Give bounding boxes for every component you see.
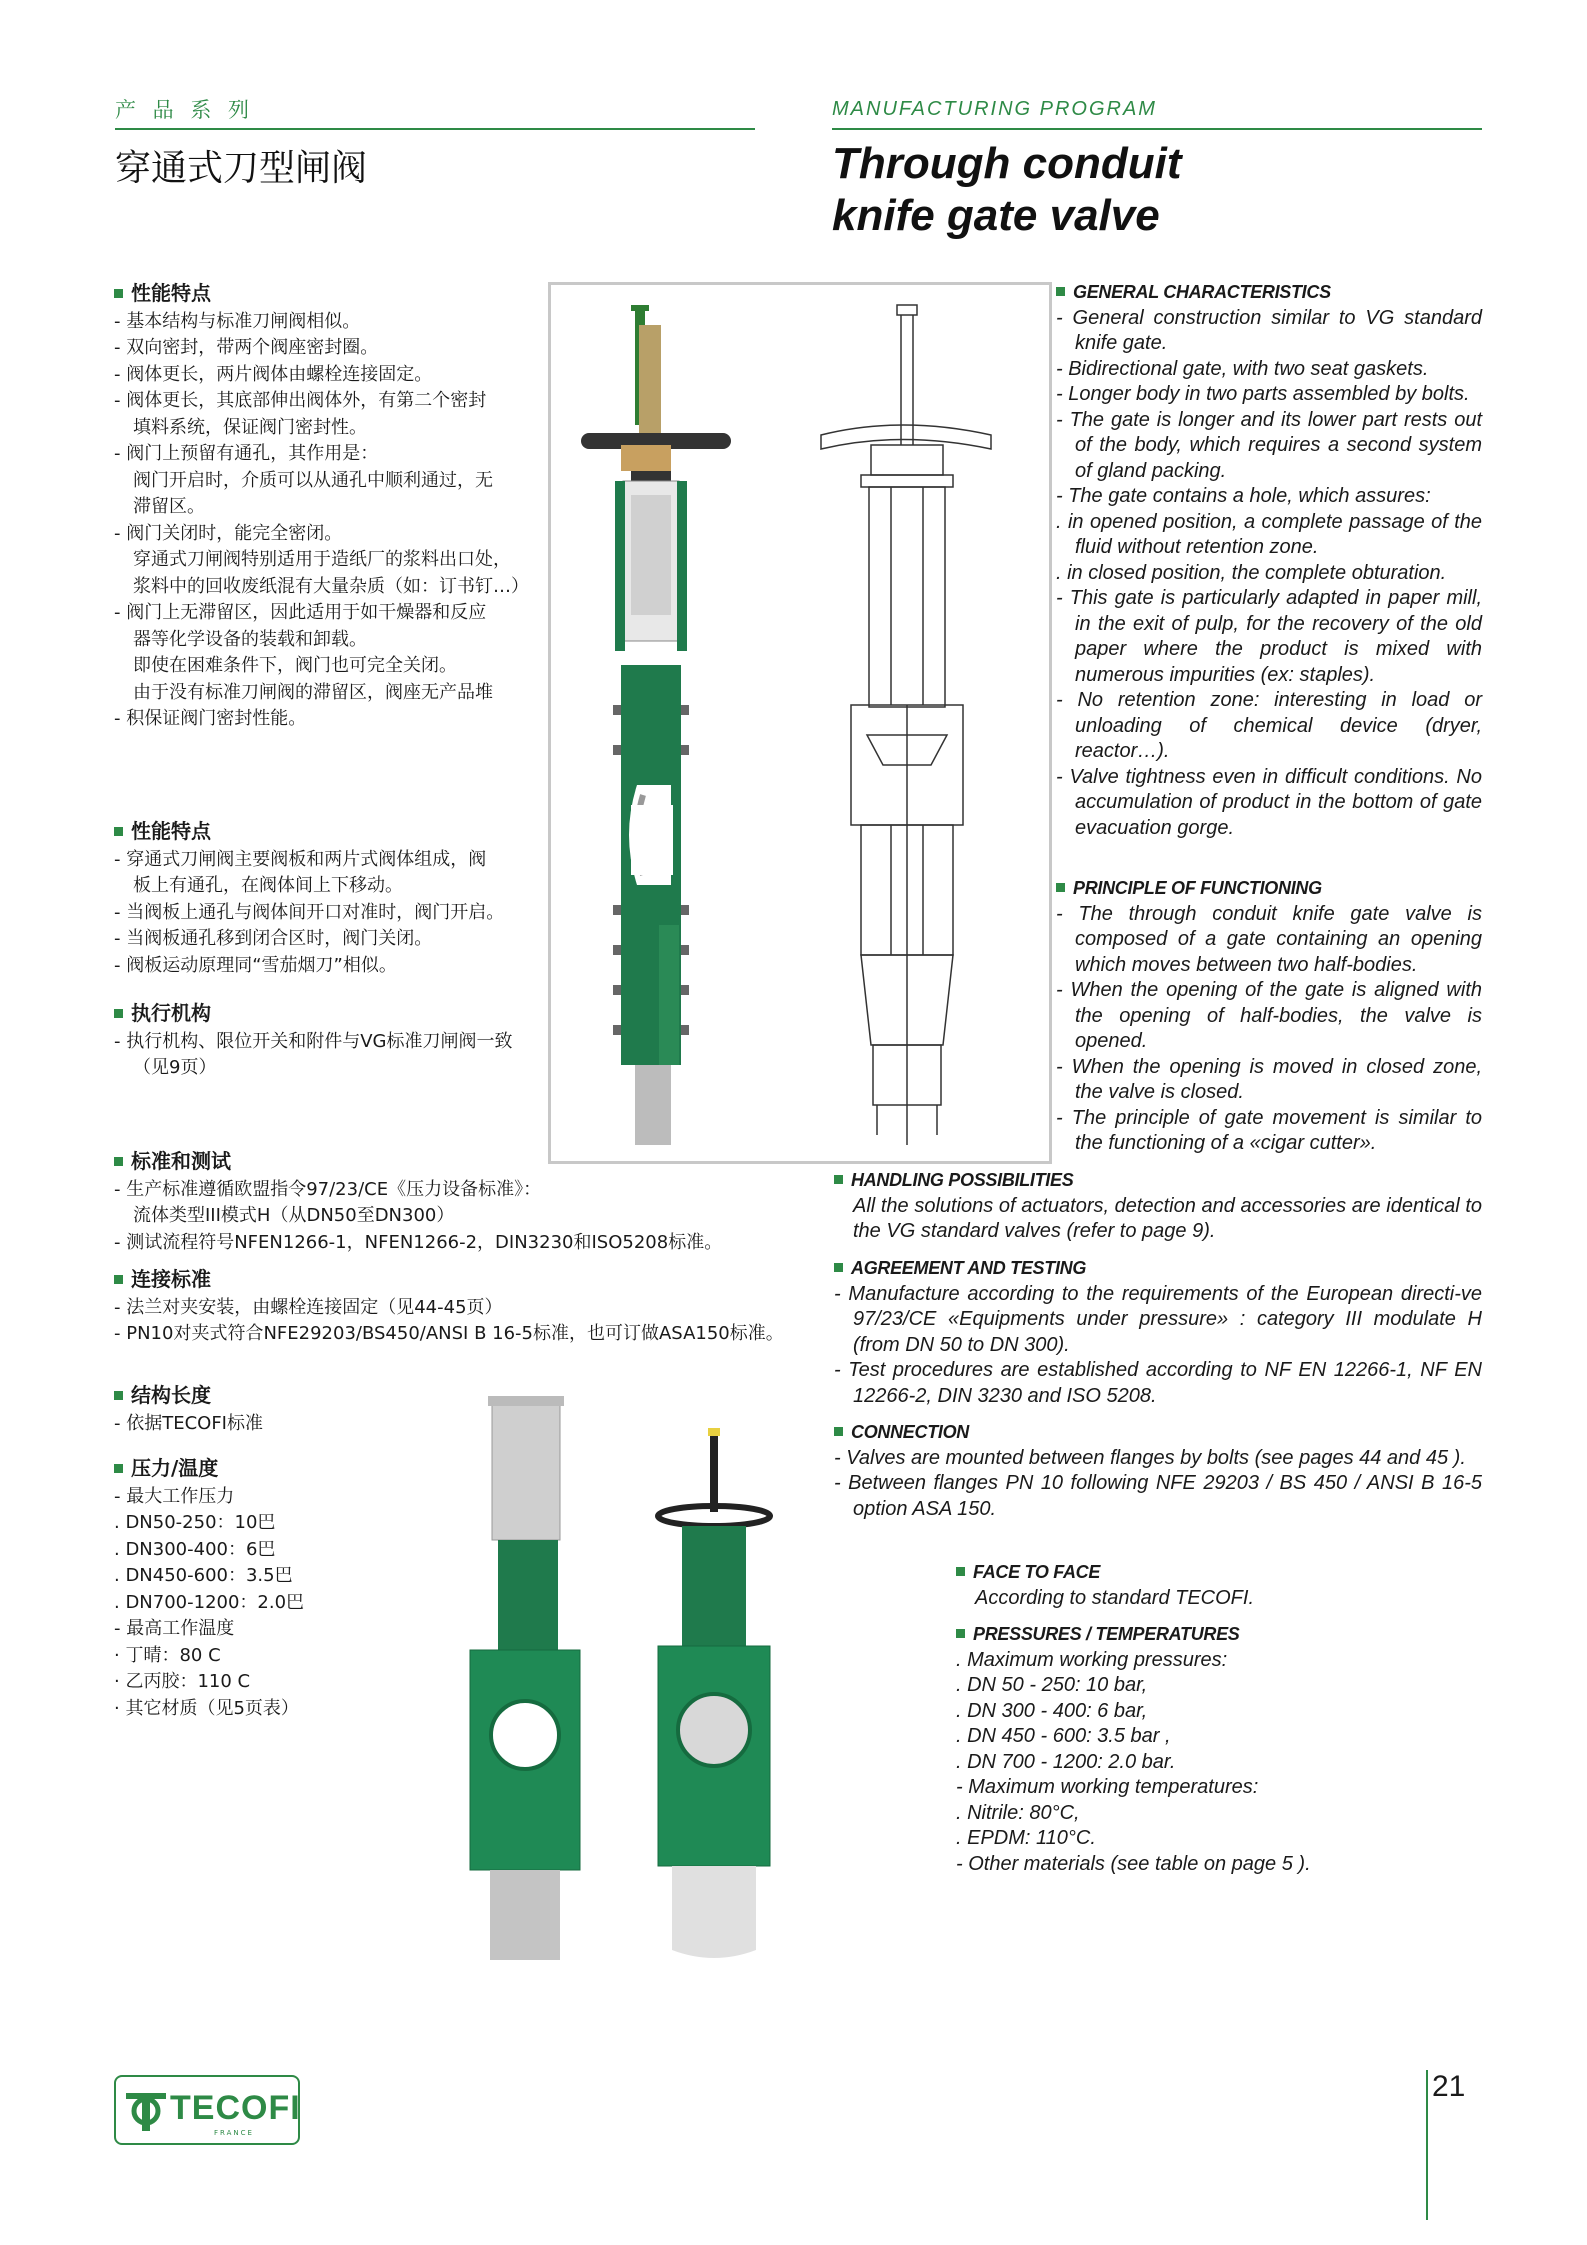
valve-drawing-figure (548, 282, 1052, 1164)
en-heading: FACE TO FACE (973, 1562, 1101, 1582)
cn-section-actuators (114, 1000, 554, 1082)
title-en-line2: knife gate valve (832, 191, 1160, 240)
bullet-square-icon (956, 1567, 965, 1576)
cn-line: 板上有通孔，在阀体间上下移动。 (133, 875, 403, 896)
en-section-agreement (834, 1256, 1482, 1409)
cn-heading: 执行机构 (131, 1001, 211, 1025)
en-item: - When the opening of the gate is aligned with the opening of half-bodies, the valve is opened. (1056, 979, 1482, 1052)
page-number: 21 (1432, 2070, 1466, 2103)
page-number-rule (1426, 2070, 1428, 2220)
bullet-square-icon (114, 1464, 123, 1473)
en-item: - Bidirectional gate, with two seat gaskets. (1056, 357, 1429, 380)
valve-photos-illustration (460, 1390, 800, 1970)
en-item: - Maximum working temperatures: (956, 1776, 1259, 1798)
cn-line: 浆料中的回收废纸混有大量杂质（如：订书钉…） (133, 575, 529, 597)
cn-heading: 性能特点 (131, 819, 211, 843)
cn-section-connection (114, 1266, 834, 1348)
en-item: - Manufacture according to the requirements of the European directi-ve 97/23/CE «Equipments under pressure» : category III modulate H (from DN 50 to DN 300). (834, 1282, 1482, 1356)
cn-line: - 依据TECOFI标准 (114, 1412, 263, 1434)
en-item: . EPDM: 110°C. (956, 1827, 1096, 1849)
cn-line: （见9页） (133, 1057, 217, 1078)
section-label-cn: 产 品 系 列 (115, 98, 255, 122)
en-item: - Valves are mounted between flanges by bolts (see pages 44 and 45 ). (834, 1446, 1466, 1469)
cn-line: - 阀体更长，其底部伸出阀体外，有第二个密封 (114, 390, 487, 411)
bullet-square-icon (114, 1391, 123, 1400)
bullet-square-icon (834, 1263, 843, 1272)
valve-product-photos (460, 1390, 800, 1970)
en-text: All the solutions of actuators, detection and accessories are identical to the VG standard valves (refer to page 9). (853, 1194, 1482, 1242)
cn-line: - 阀门上预留有通孔，其作用是： (114, 443, 379, 464)
en-heading: GENERAL CHARACTERISTICS (1073, 282, 1331, 302)
cn-line: - 当阀板上通孔与阀体间开口对准时，阀门开启。 (114, 901, 505, 923)
cn-line: - 最大工作压力 (114, 1485, 235, 1507)
cn-line: · 丁晴：80 C (114, 1644, 221, 1666)
en-section-principle (1056, 876, 1482, 1157)
bullet-square-icon (834, 1427, 843, 1436)
en-item: - When the opening is moved in closed zone, the valve is closed. (1056, 1055, 1482, 1103)
section-label-en: MANUFACTURING PROGRAM (832, 98, 1157, 120)
en-item: . DN 700 - 1200: 2.0 bar. (956, 1750, 1176, 1773)
cn-line: - 法兰对夹安装，由螺栓连接固定（见44-45页） (114, 1296, 503, 1318)
cn-heading: 标准和测试 (131, 1149, 231, 1173)
en-section-pressures (956, 1622, 1482, 1877)
en-item: - The gate is longer and its lower part rests out of the body, which requires a second system of gland packing. (1056, 408, 1482, 482)
header-rule-left (115, 128, 755, 130)
tecofi-logo (114, 2075, 300, 2145)
cn-line: · 其它材质（见5页表） (114, 1697, 299, 1719)
en-item: - The through conduit knife gate valve is composed of a gate containing an opening which moves between two half-bodies. (1056, 902, 1482, 976)
logo-text: TECOFI (170, 2089, 301, 2127)
en-item: - The principle of gate movement is similar to the functioning of a «cigar cutter». (1056, 1106, 1482, 1154)
bullet-square-icon (114, 289, 123, 298)
valve-line-drawing (821, 305, 991, 1145)
valve-color-section (581, 305, 731, 1145)
en-item: - Between flanges PN 10 following NFE 29203 / BS 450 / ANSI B 16-5 option ASA 150. (834, 1472, 1482, 1520)
en-item: - Test procedures are established according to NF EN 12266-1, NF EN 12266-2, DIN 3230 and ISO 5208. (834, 1359, 1482, 1407)
en-heading: PRINCIPLE OF FUNCTIONING (1073, 878, 1322, 898)
en-item: - Longer body in two parts assembled by bolts. (1056, 383, 1470, 405)
cn-line: - 阀门上无滞留区，因此适用于如干燥器和反应 (114, 602, 487, 623)
en-heading: CONNECTION (851, 1422, 969, 1442)
bullet-square-icon (114, 827, 123, 836)
cn-line: - 执行机构、限位开关和附件与VG标准刀闸阀一致 (114, 1030, 513, 1052)
cn-line: . DN700-1200：2.0巴 (114, 1591, 305, 1613)
bullet-square-icon (1056, 287, 1065, 296)
cn-line: . DN300-400：6巴 (114, 1538, 276, 1560)
en-text: According to standard TECOFI. (975, 1586, 1255, 1609)
en-item: - No retention zone: interesting in load or unloading of chemical device (dryer, reactor…). (1056, 689, 1482, 762)
en-item: - General construction similar to VG standard knife gate. (1056, 306, 1482, 354)
en-heading: PRESSURES / TEMPERATURES (973, 1624, 1240, 1644)
en-item: . Nitrile: 80°C, (956, 1801, 1080, 1824)
cn-line: - 阀体更长，两片阀体由螺栓连接固定。 (114, 363, 433, 385)
en-section-handling (834, 1168, 1482, 1245)
title-en-line1: Through conduit (832, 139, 1182, 188)
cn-line: - 双向密封，带两个阀座密封圈。 (114, 337, 379, 358)
cn-line: · 乙丙胶：110 C (114, 1671, 251, 1692)
cn-section-general (114, 280, 534, 733)
cn-line: - 基本结构与标准刀闸阀相似。 (114, 310, 361, 332)
cn-heading: 性能特点 (131, 281, 211, 305)
cn-line: 流体类型III模式H（从DN50至DN300） (133, 1205, 455, 1226)
en-section-face (956, 1560, 1482, 1611)
cn-line: - 穿通式刀闸阀主要阀板和两片式阀体组成，阀 (114, 848, 487, 870)
en-item: - This gate is particularly adapted in paper mill, in the exit of pulp, for the recovery of the old paper where the product is mixed with numerous impurities (ex: staples). (1056, 587, 1482, 686)
bullet-square-icon (114, 1157, 123, 1166)
valve-cross-section-drawing (551, 285, 1049, 1161)
cn-line: . DN50-250：10巴 (114, 1512, 276, 1533)
en-item: . in closed position, the complete obturation. (1056, 561, 1447, 584)
en-item: - The gate contains a hole, which assures: (1056, 485, 1431, 507)
cn-line: - 最高工作温度 (114, 1618, 235, 1639)
cn-line: - 测试流程符号NFEN1266-1，NFEN1266-2，DIN3230和ISO5208标准。 (114, 1231, 723, 1253)
en-section-general (1056, 280, 1482, 841)
cn-line: - 生产标准遵循欧盟指令97/23/CE《压力设备标准》： (114, 1178, 542, 1200)
en-section-connection (834, 1420, 1482, 1522)
cn-heading: 压力/温度 (131, 1456, 219, 1480)
en-heading: HANDLING POSSIBILITIES (851, 1170, 1074, 1190)
cn-line: 器等化学设备的装载和卸载。 (133, 628, 367, 650)
en-item: . DN 450 - 600: 3.5 bar , (956, 1725, 1171, 1747)
cn-line: 阀门开启时，介质可以从通孔中顺利通过，无 (133, 469, 493, 491)
page-title-cn: 穿通式刀型闸阀 (115, 148, 368, 189)
page-title-en (832, 138, 1482, 242)
cn-heading: 结构长度 (131, 1383, 211, 1407)
bullet-square-icon (834, 1175, 843, 1184)
cn-line: 填料系统，保证阀门密封性。 (133, 416, 367, 438)
cn-line: . DN450-600：3.5巴 (114, 1565, 293, 1586)
en-item: . Maximum working pressures: (956, 1648, 1228, 1671)
cn-line: - 阀板运动原理同“雪茄烟刀”相似。 (114, 954, 397, 976)
cn-line: 穿通式刀闸阀特别适用于造纸厂的浆料出口处， (133, 549, 511, 570)
cn-line: 由于没有标准刀闸阀的滞留区，阀座无产品堆 (133, 681, 493, 703)
bullet-square-icon (956, 1629, 965, 1638)
cn-line: 即使在困难条件下，阀门也可完全关闭。 (133, 655, 457, 676)
en-item: . DN 50 - 250: 10 bar, (956, 1674, 1148, 1696)
bullet-square-icon (1056, 883, 1065, 892)
logo-mark-icon (124, 2087, 168, 2133)
logo-subtext: FRANCE (214, 2129, 254, 2137)
cn-heading: 连接标准 (131, 1267, 211, 1291)
en-item: - Valve tightness even in difficult conditions. No accumulation of product in the bottom of gate evacuation gorge. (1056, 765, 1482, 839)
cn-line: - PN10对夹式符合NFE29203/BS450/ANSI B 16-5标准，也可订做ASA150标准。 (114, 1323, 784, 1344)
en-item: . DN 300 - 400: 6 bar, (956, 1699, 1148, 1722)
cn-line: - 积保证阀门密封性能。 (114, 708, 307, 729)
en-item: . in opened position, a complete passage of the fluid without retention zone. (1056, 510, 1482, 558)
en-item: - Other materials (see table on page 5 ). (956, 1852, 1311, 1875)
cn-line: 滞留区。 (133, 496, 205, 517)
cn-line: - 当阀板通孔移到闭合区时，阀门关闭。 (114, 928, 433, 949)
bullet-square-icon (114, 1275, 123, 1284)
cn-section-pressure (114, 1455, 454, 1722)
bullet-square-icon (114, 1009, 123, 1018)
cn-section-principle (114, 818, 534, 979)
cn-line: - 阀门关闭时，能完全密闭。 (114, 522, 343, 544)
header-rule-right (832, 128, 1482, 130)
en-heading: AGREEMENT AND TESTING (851, 1258, 1087, 1278)
